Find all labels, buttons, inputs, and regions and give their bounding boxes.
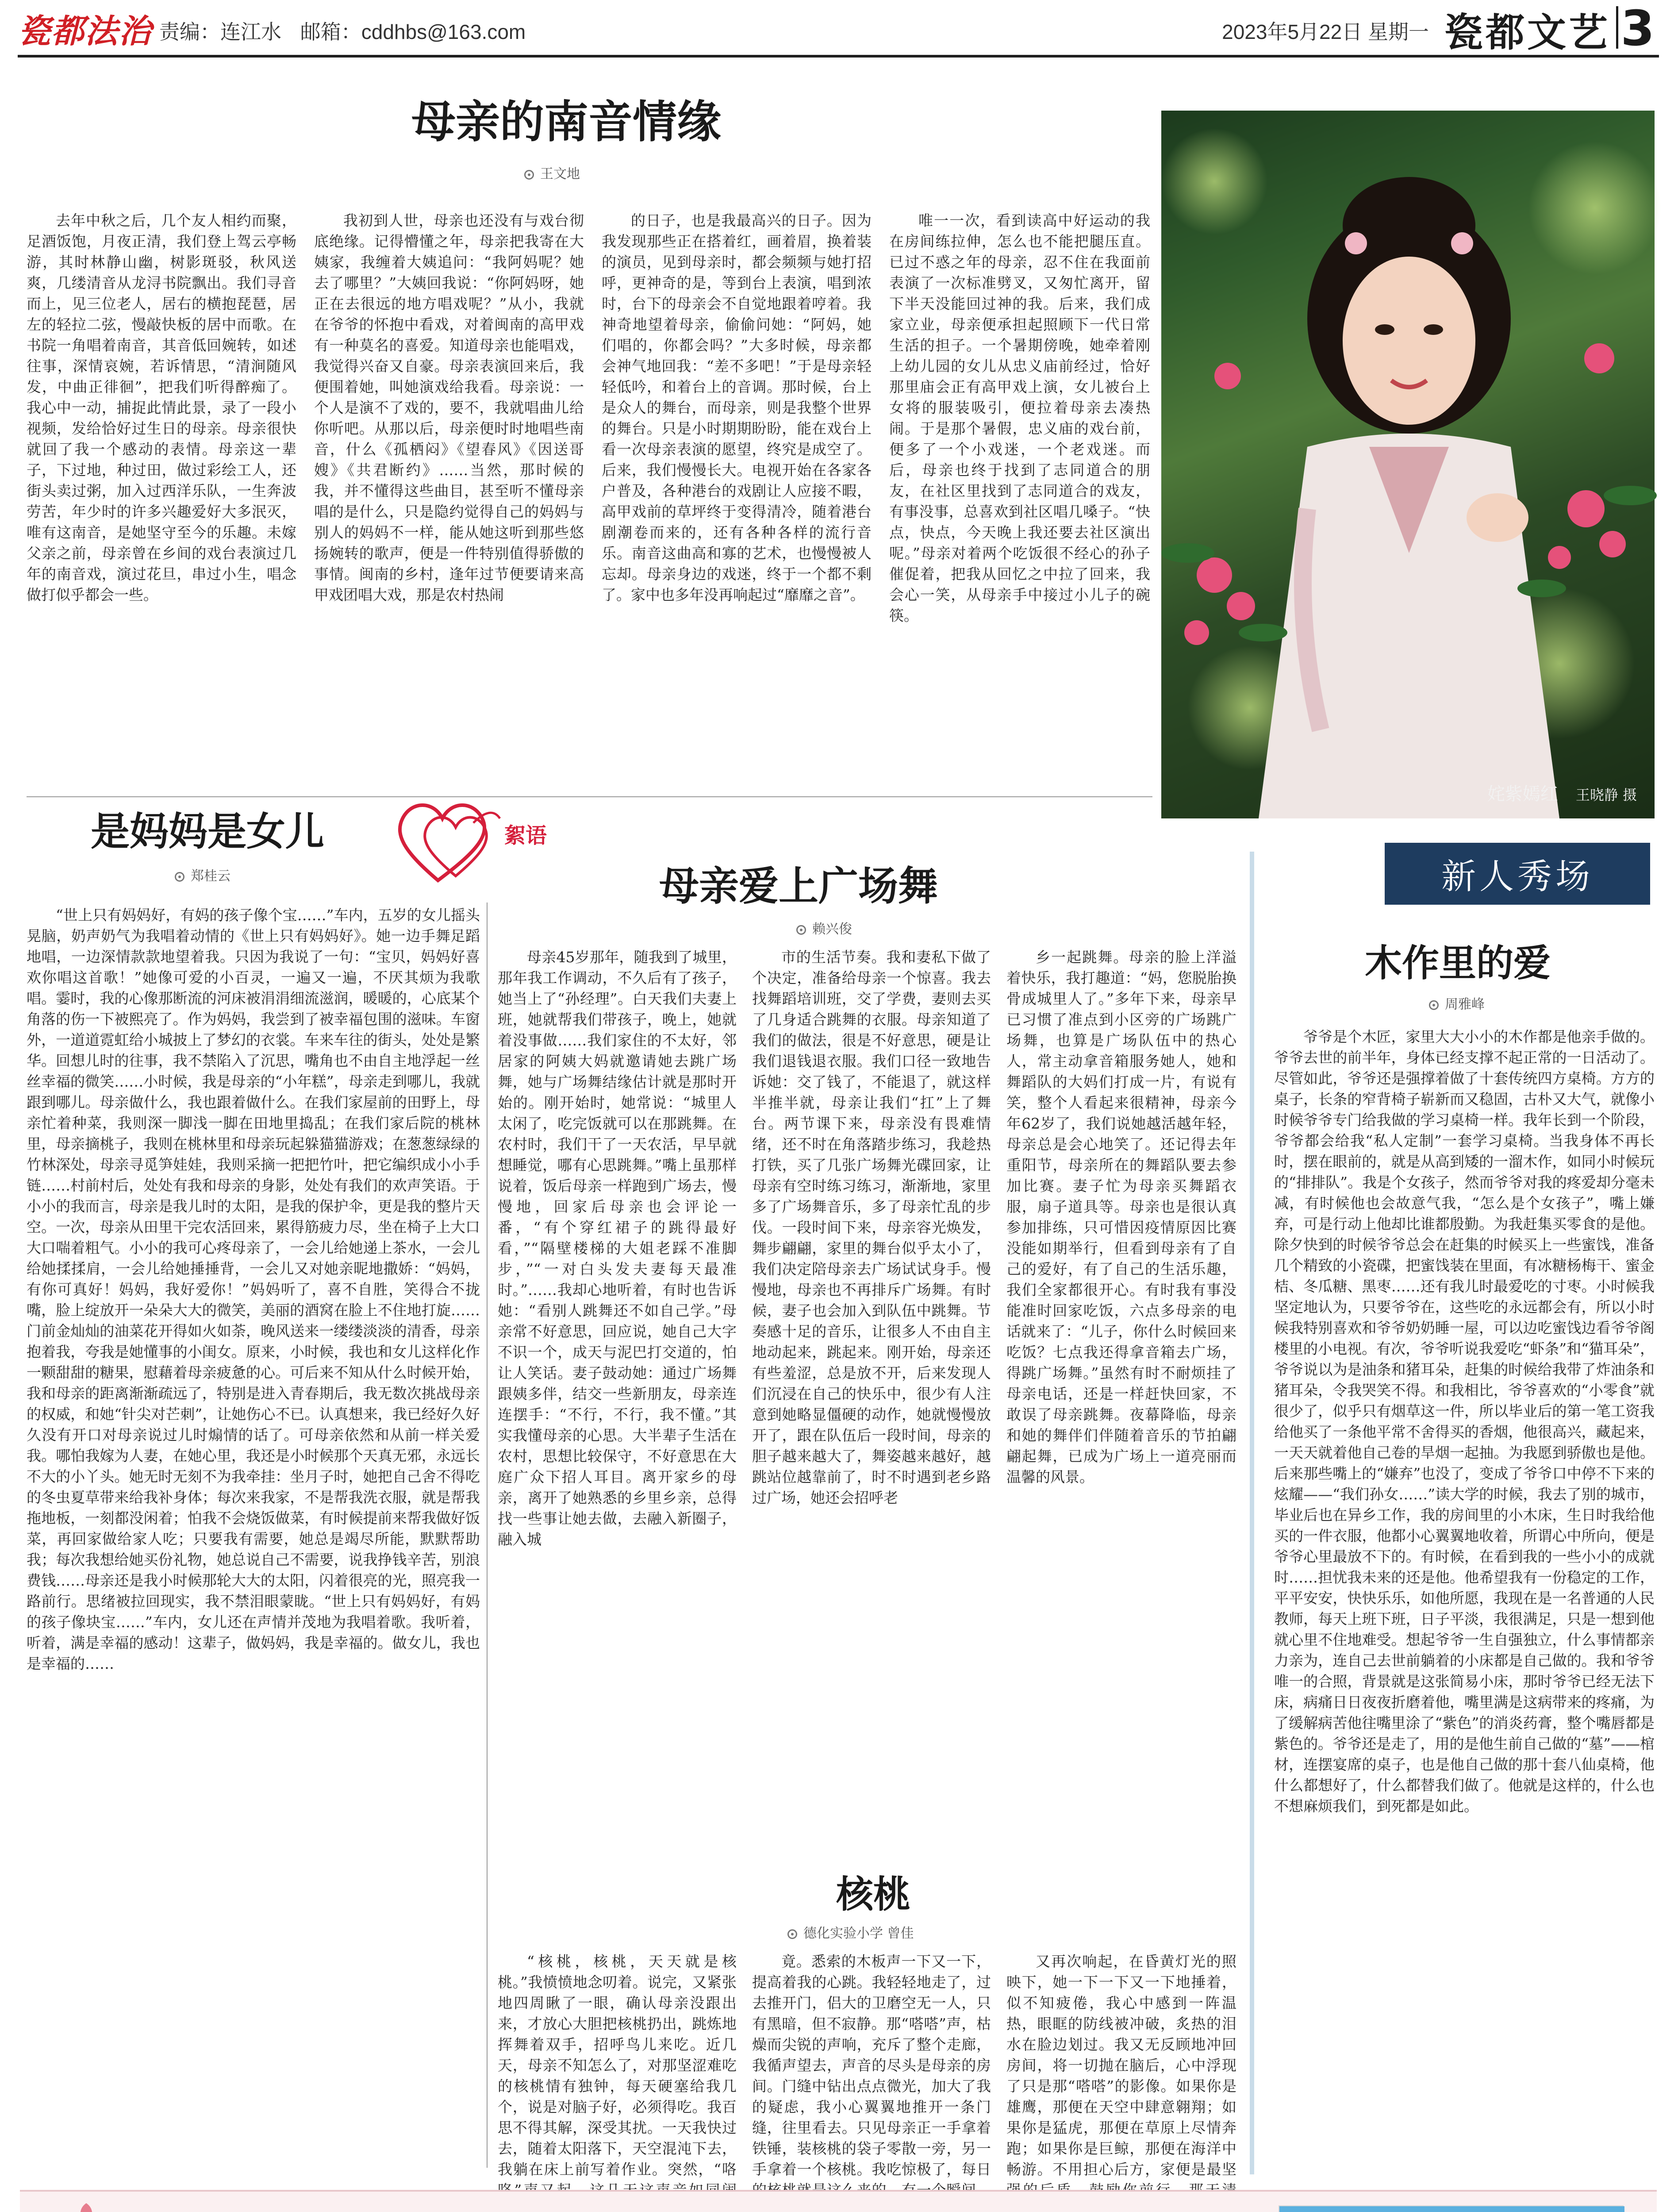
artwork-5 <box>1279 2205 1624 2212</box>
newspaper-logo <box>18 4 152 53</box>
lotus-icon <box>58 2203 115 2212</box>
section-name: 瓷都文艺 <box>1444 10 1610 55</box>
article5-author: 周雅峰 <box>1445 997 1485 1012</box>
article4-byline <box>787 1922 914 1942</box>
woman-in-hanfu-photo <box>1161 111 1655 818</box>
article3-column-2: 市的生活节奏。我和妻私下做了个决定，准备给母亲一个惊喜。我去找舞蹈培训班，交了学费，妻则去买了几身适合跳舞的衣服。母亲知道了我们的做法，很是不好意思，硬是让我们退钱退衣服。我们口径一致地告诉她：交了钱了，不能退了，就这样半推半就，母亲让我们“扛”上了舞台。两节课下来，母亲没有畏难情绪，还不时在角落踏步练习，我趁热打铁，买了几张广场舞光碟回家，让母亲有空时练习练习，渐渐地，家里多了广场舞音乐，多了母亲忙乱的步伐。一段时间下来，母亲容光焕发，舞步翩翩，家里的舞台似乎太小了，我们决定陪母亲去广场试试身手。慢慢地，母亲也不再排斥广场舞。有时候，妻子也会加入到队伍中跳舞。节奏感十足的音乐，让很多人不由自主地动起来，跳起来。刚开始，母亲还有些羞涩，总是放不开，后来发现人们沉浸在自己的快乐中，很少有人注意到她略显僵硬的动作，她就慢慢放开了，跟在队伍后一段时间，母亲的胆子越来越大了，舞姿越来越好，越跳站位越靠前了，时不时遇到老乡路过广场，她还会招呼老 <box>752 949 991 1506</box>
article4-author: 德化实验小学 曾佳 <box>803 1926 914 1941</box>
article2-author: 郑桂云 <box>191 868 230 884</box>
editor-email: 邮箱：cddhbs@163.com <box>300 20 526 43</box>
editor-name: 责编：连江水 <box>159 20 281 43</box>
article4-column-2: 竟。悉索的木板声一下又一下，提高着我的心跳。我轻轻地走了，过去推开门，侣大的卫磨空无一人，只有黑暗，但不寂静。那“嗒嗒”声，枯燥而尖锐的声响，充斥了整个走廊，我循声望去，声音的尽头是母亲的房间。门缝中钻出点点微光，加大了我的疑虑，我小心翼翼地推开一条门缝，往里看去。只见母亲正一手拿着铁锤，装核桃的袋子零散一旁，另一手拿着一个核桃。我吃惊极了，每日 <box>752 1953 991 2178</box>
article3-title: 母亲爱上广场舞 <box>659 863 938 910</box>
article3-byline <box>796 918 852 937</box>
byline-bullet-icon <box>524 170 534 180</box>
byline-bullet-icon <box>175 872 184 882</box>
page-number: 3 <box>1620 0 1655 57</box>
article1-column-4: 唯一一次，看到读高中好运动的我在房间练拉伸，怎么也不能把腿压直。已过不惑之年的母亲，忍不住在我面前表演了一次标准劈叉，又匆忙离开，留下半天没能回过神的我。后来，我们成家立业，母亲便承担起照顾下一代日常生活的担子。一个暑期傍晚，她牵着刚上幼儿园的女儿从忠义庙前经过，恰好那里庙会正有高甲戏上演，女儿被台上女将的服装吸引，便拉着母亲去凑热闹。于是那个暑假，忠义庙的戏台前，便多了一个小戏迷，一个老戏迷。而后，母亲也终于找到了志同道合的朋友，在社区里找到了志同道合的戏友，有事没事，总喜欢到社区唱几嗓子。“快点，快点，今天晚上我还要去社区演出呢。”母亲对着两个吃饭很不经心的孙子催促着，把我从回忆之中拉了回来，我会心一笑，从母亲手中接过小儿子的碗筷。 <box>889 212 1150 624</box>
byline-bullet-icon <box>1429 1000 1439 1010</box>
article2-byline <box>175 865 230 884</box>
article2-body: “世上只有妈妈好，有妈的孩子像个宝……”车内，五岁的女儿摇头晃脑，奶声奶气为我唱着动情的《世上只有妈妈好》。她一边手舞足蹈地唱，一边深情款款地望着我。只因为我说了一句：“宝贝，妈妈好喜欢你唱这首歌！”她像可爱的小百灵，一遍又一遍，不厌其烦为我歌唱。霎时，我的心像那断流的河床被涓涓细流滋润，暖暖的，心底某个角落的伤一下被熙亮了。作为妈妈，我尝到了被幸福包围的滋味。车窗外，一道道霓虹给小城披上了梦幻的衣裳。车来车往的街头，处处是繁华。回想儿时的往事，我不禁陷入了沉思，嘴角也不由自主地浮起一丝丝幸福的微笑……小时候，我是母亲的“小年糕”，母亲走到哪儿，我就跟到哪儿。母亲做什么，我也跟着做什么。在我们家屋前的田野上，母亲忙着种菜，我则深一脚浅一脚在田地里捣乱；在我们家后院的桃林里，母亲摘桃子，我则在桃林里和母亲玩起躲猫猫游戏；在葱葱绿绿的竹林深处，母亲寻觅笋娃娃，我则采摘一把把竹叶，把它编织成小小手链……村前村后，处处有我和母亲的身影，处处有我们的欢声笑语。于小小的我而言，母亲是我儿时的太阳，是我的保护伞，更是我的整片天空。一次，母亲从田里干完农活回来，累得筋疲力尽，坐在椅子上大口大口喘着粗气。小小的我可心疼母亲了，一会儿给她递上茶水，一会儿给她揉揉肩，一会儿给她捶捶背，一会儿又对她亲昵地撒娇：“妈妈，有你可真好！妈妈，我好爱你！”妈妈听了，喜不自胜，笑得合不拢嘴，脸上绽放开一朵朵大大的微笑，美丽的酒窝在脸上不住地打旋……门前金灿灿的油菜花开得如火如荼，晚风送来一缕缕淡淡的清香，母亲抱着我，夸我是她懂事的小闺女。原来，小时候，我也和女儿这样化作一颗甜甜的糖果，慰藉着母亲疲惫的心。可后来不知从什么时候开始，我和母亲的距离渐渐疏远了，特别是进入青春期后，我无数次挑战母亲的权威，和她“针尖对芒刺”，让她伤心不已。认真想来，我已经好久好久没有开口对母亲说过儿时煽情的话了。可母亲依然和从前一样关爱我。哪怕我嫁为人妻，在她心里，我还是小时候那个天真无邪，永远长不大的小丫头。她无时无刻不为我牵挂：坐月子时，她把自己舍不得吃的冬虫夏草带来给我补身体；每次来我家，不是帮我洗衣服，就是帮我拖地板，一刻都没闲着；怕我不会烧饭做菜，有时候提前来帮我做好饭菜，再回家做给家人吃；只要我有需要，她总是竭尽所能，默默帮助我；每次我想给她买份礼物，她总说自己不需要，说我挣钱辛苦，别浪费钱……母亲还是我小时候那轮大大的太阳，闪着很亮的光，照亮我一路前行。思绪被拉回现实，我不禁泪眼蒙眬。“世上只有妈妈好，有妈的孩子像块宝……”车内，女儿还在声情并茂地为我唱着歌。我听着，听着，满是幸福的感动！这辈子，做妈妈，我是幸福的。做女儿，我也是幸福的…… <box>27 906 480 1672</box>
photo-credit: 王晓静 摄 <box>1575 787 1637 803</box>
logo-text: 瓷都法治 <box>18 12 152 50</box>
xinren-side-bar <box>1250 852 1254 2174</box>
article4-column-3: 又再次响起，在昏黄灯光的照映下，她一下一下又一下地捶着，似不知疲倦，我心中感到一阵温热，眼眶的防线被冲破，炙热的泪水在脸边划过。我又无反顾地冲回房间，将一切抛在脑后，心中浮现了只是那“嗒嗒”的影像。如果你是雄鹰，那便在天空中肆意翱翔；如果你是猛虎，那便在草原上尽情奔跑；如果你是巨鲸，那便在海洋中畅游。不用担心后方，家便是最坚 <box>1006 1953 1236 2178</box>
column-divider <box>487 902 488 2168</box>
photo-caption <box>1487 780 1637 805</box>
section-divider <box>27 796 1152 797</box>
issue-date: 2023年5月22日 星期一 <box>1222 20 1429 43</box>
article1-byline <box>524 163 580 182</box>
heart-icon <box>389 787 575 894</box>
xinren-label: 新人秀场 <box>1441 857 1594 897</box>
xuyu-label: 絮语 <box>504 823 547 848</box>
artwall-title <box>58 2203 115 2212</box>
article3-column-3: 乡一起跳舞。母亲的脸上洋溢着快乐，我打趣道：“妈，您脱胎换骨成城里人了。”多年下来，母亲早已习惯了准点到小区旁的广场跳广场舞，也算是广场队伍中的热心人，常主动拿音箱服务她人，她和舞蹈队的大妈们打成一片，有说有笑，整个人看起来很精神，母亲今年62岁了，我们说她越活越年轻，母亲总是会心地笑了。还记得去年重阳节，母亲所在的舞蹈队要去参加比赛。妻子忙为母亲买舞蹈衣服，扇子道具等。母亲也是很认真参加排练，只可惜因疫情原因比赛没能如期举行，但看到母亲有了自己的爱好，有了自己的生活乐趣，我们全家都很开心。有时我有事没能准时回家吃饭，六点多母亲的电话就来了：“儿子，你什么时候回来吃饭？七点我还得拿音箱去广场，得跳广场舞。”虽然有时不耐烦挂了母亲电话，还是一样赶快回家，不敢误了母亲跳舞。夜幕降临，母亲和她的舞伴们伴随着音乐的节拍翩翩起舞，已成为广场上一道亮丽而温馨的风景。 <box>1006 949 1236 1486</box>
article4-column-1: “核桃，核桃，天天就是核桃。”我愤愤地念叨着。说完，又紧张地四周瞅了一眼，确认母亲没跟出来，才放心大胆把核桃扔出，跳炼地挥舞着双手，招呼鸟儿来吃。近几天，母亲不知怎么了，对那坚涩难吃的核桃情有独钟，每天硬塞给我几个，说是对脑子好，必须得吃。我百思不得其解，深受其扰。一天我快过去，随着太阳落下，天空混沌下去，我躺在床上前写着作业。突然，“咯 <box>498 1953 737 2178</box>
article5-byline <box>1429 993 1485 1013</box>
article1-column-3: 的日子，也是我最高兴的日子。因为我发现那些正在搭着红，画着眉，换着装的演员，见到母亲时，都会频频与她打招呼，更神奇的是，等到台上表演，唱到浓时，台下的母亲会不自觉地跟着哼着。我神奇地望着母亲，偷偷问她：“阿妈，她们唱的，你都会吗？”大多时候，母亲都会神气地回我：“差不多吧！”于是母亲轻轻低吟，和着台上的音调。那时候，台上是众人的舞台，而母亲，则是我整个世界的舞台。只是小时期期盼盼，能在戏台上看一次母亲表演的愿望，终究是成空了。后来，我们慢慢长大。电视开始在各家各户普及，各种港台的戏剧让人应接不暇，高甲戏前的草坪终于变得清冷，随着港台剧潮卷而来的，还有各种各样的流行音乐。南音这曲高和寡的艺术，也慢慢被人忘却。母亲身边的戏迷，终于一个都不剩了。家中也多年没再响起过“靡靡之音”。 <box>602 212 872 603</box>
article4-title: 核桃 <box>836 1873 911 1916</box>
feature-photo <box>1161 111 1655 818</box>
article1-column-2: 我初到人世，母亲也还没有与戏台彻底绝缘。记得懵懂之年，母亲把我寄在大姨家，我缠着大姨追问：“我阿妈呢？她去了哪里？”大姨回我说：“你阿妈呀，她正在去很远的地方唱戏呢？”从小，我就在爷爷的怀抱中看戏，对着闽南的高甲戏有一种莫名的喜爱。知道母亲也能唱戏，我觉得兴奋又自豪。母亲表演回来后，我便围着她，叫她演戏给我看。母亲说：一个人是演不了戏的，要不，我就唱曲儿给你听吧。从那以后，母亲便时时地唱些南音，什么《孤栖闷》《望春风》《因送哥嫂》《共君断约》……当然，那时候的我，并不懂得这些曲目，甚至听不懂母亲唱的是什么，只是隐约觉得自己的妈妈与别人的妈妈不一样，能从她这听到那些悠扬婉转的歌声，便是一件特别值得骄傲的事情。闽南的乡村，逢年过节便要请来高甲戏团唱大戏，那是农村热闹 <box>314 212 584 603</box>
article3-column-1: 母亲45岁那年，随我到了城里，那年我工作调动，不久后有了孩子，她当上了“孙经理”。白天我们夫妻上班，她就帮我们带孩子，晚上，她就着没事做……我们家住的不太好，邻居家的阿姨大妈就邀请她去跳广场舞，她与广场舞结缘估计就是那时开始的。刚开始时，她常说：“城里人太闲了，吃完饭就可以在那跳舞。在农村时，我们干了一天农活，早早就想睡觉，哪有心思跳舞。”嘴上虽那样说着，饭后母亲一样跑到广场去，慢慢地，回家后母亲也会评论一番，“有个穿红裙子的跳得最好看，”“隔壁楼梯的大姐老踩不准脚步，”“一对白头发夫妻每天最准时。”……我却心地听着，有时也告诉她：“看别人跳舞还不如自己学。”母亲常不好意思，回应说，她自己大字不识一个，成天与泥巴打交道的，怕让人笑话。妻子鼓动她：通过广场舞跟姨多伴，结交一些新朋友，母亲连连摆手：“不行，不行，我不懂。”其实我懂母亲的心思。大半辈子生活在农村，思想比较保守，不好意思在大庭广众下招人耳目。离开家乡的母亲，离开了她熟悉的乡里乡亲，总得找一些事让她去做，去融入新圈子，融入城 <box>498 949 737 1548</box>
happy-growth-drawing <box>1279 2206 1624 2212</box>
photo-title: 姹紫嫣红 <box>1487 784 1558 804</box>
article1-column-1: 去年中秋之后，几个友人相约而聚，足酒饭饱，月夜正清，我们登上驾云亭畅游，其时林静山幽，树影斑驳，秋风送爽，几缕清音从龙浔书院飘出。我们寻音而上，见三位老人，居右的横抱琵琶，居左的轻拉二弦，慢敲快板的居中而歌。在书院一角唱着南音，其音低回婉转，如述往事，深情哀婉，若诉情思，“清涧随风发，中曲正徘徊”，把我们听得醉痴了。我心中一动，捕捉此情此景，录了一段小视频，发给恰好过生日的母亲。母亲很快就回了我一个感动的表情。母亲这一辈子，下过地，种过田，做过彩绘工人，还街头卖过粥，加入过西洋乐队，一生奔波劳苦，年少时的许多兴趣爱好大多泯灭，唯有这南音，是她坚守至今的乐趣。未嫁父亲之前，母亲曾在乡间的戏台表演过几年的南音戏，演过花旦，串过小生，唱念做打似乎都会一些。 <box>27 212 296 603</box>
article1-title: 母亲的南音情缘 <box>411 96 721 148</box>
article2-title: 是妈妈是女儿 <box>91 809 325 854</box>
masthead <box>18 0 1659 58</box>
editor-info <box>159 16 539 45</box>
article1-author: 王文地 <box>540 166 580 182</box>
article3-author: 赖兴俊 <box>812 922 852 937</box>
byline-bullet-icon <box>796 925 806 935</box>
masthead-divider <box>1616 6 1618 49</box>
xuyu-badge <box>389 787 575 894</box>
byline-bullet-icon <box>787 1929 797 1939</box>
article5-body: 爷爷是个木匠，家里大大小小的木作都是他亲手做的。爷爷去世的前半年，身体已经支撑不起正常的一日活动了。尽管如此，爷爷还是强撑着做了十套传统四方桌椅。方方的桌子，长条的窄背椅子崭新而又稳固，古朴又大气，就像小时候爷爷专门给我做的学习桌椅一样。我年长到一个阶段，爷爷都会给我“私人定制”一套学习桌椅。当我身体不再长时，摆在眼前的，就是从高到矮的一溜木作，如同小时候玩的“排排队”。我是个女孩子，然而爷爷对我的疼爱却分毫未减，有时候他也会故意气我，“怎么是个女孩子”，嘴上嫌弃，可是行动上他却比谁都殷勤。为我赶集买零食的是他。除夕快到的时候爷爷总会在赶集的时候买上一些蜜饯，准备几个精致的小瓷碟，把蜜饯装在里面，有冰糖杨梅干、蜜金桔、冬瓜糖、黑枣……还有我儿时最爱吃的寸枣。小时候我坚定地认为，只要爷爷在，这些吃的永远都会有，所以小时候我特别喜欢和爷爷奶奶睡一屋，可以边吃蜜饯边看爷爷阁楼里的小电视。有次，爷爷听说我爱吃“虾条”和“猫耳朵”，爷爷说以为是油条和猪耳朵，赶集的时候给我带了炸油条和猪耳朵，令我哭笑不得。和我相比，爷爷喜欢的“小零食”就很少了，似乎只有烟草这一件，所以毕业后的第一笔工资我给他买了一条他平常不舍得买的香烟，他很高兴，藏起来，一天天就着他自己卷的旱烟一起抽。为我愿到骄傲也是他。后来那些嘴上的“嫌弃”也没了，变成了爷爷口中停不下来的炫耀——“我们孙女……”读大学的时候，我去了别的城市，毕业后也在异乡工作，我的房间里的小木床，生日时我给他买的一件衣服，他都小心翼翼地收着，所谓心中所向，便是爷爷心里最放不下的。有时候，在看到我的一些小小的成就时……担忧我未来的还是他。他希望我有一份稳定的工作，平平安安，快快乐乐，如他所愿，我现在是一名普通的人民教师，每天上班下班，日子平淡，我很满足，只是一想到他就心里不住地难受。想起爷爷一生自强独立，什么事情都亲力亲为，连自己去世前躺着的小床都是自己做的。我和爷爷唯一的合照，背景就是这张简易小床，那时爷爷已经无法下床，病痛日日夜夜折磨着他，嘴里满是这病带来的疼痛，为了缓解病苦他往嘴里涂了“紫色”的消炎药膏，整个嘴唇都是紫色的。爷爷还是走了，用的是他生前自己做的“墓”——棺材，连摆宴席的桌子，也是他自己做的那十套八仙桌椅，他什么都想好了，什么都替我们做了。他就是这样的，什么也不想麻烦我们，到死都是如此。 <box>1274 1028 1655 1815</box>
xinren-tab <box>1385 843 1650 905</box>
article5-title: 木作里的爱 <box>1365 941 1551 985</box>
